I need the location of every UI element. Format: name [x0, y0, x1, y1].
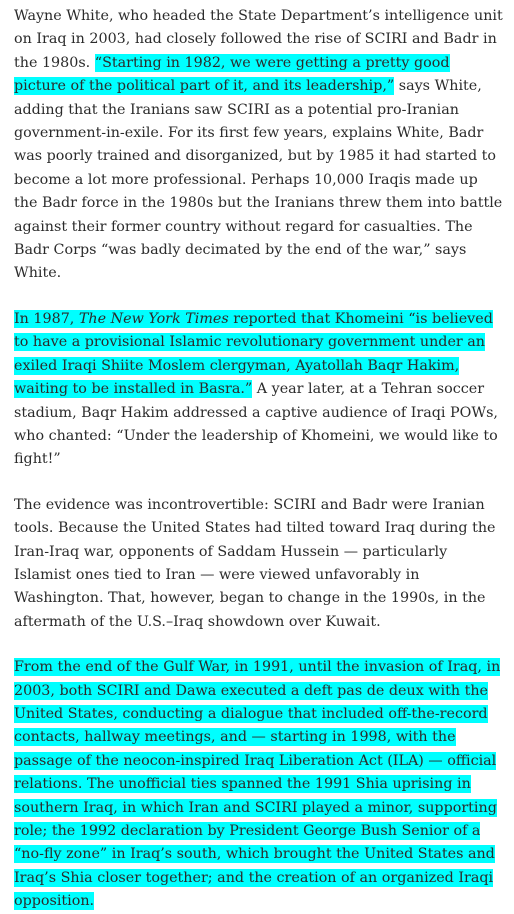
- paragraph-2: [14, 308, 504, 472]
- paragraph-2-text-continued: A year later, at a Tehran soccer stadium, Baqr Hakim addressed a captive audience of Iraqi POWs, who chanted: “Under the leadership of Khomeini, we would like to fight!”: [14, 381, 498, 468]
- publication-title: The New York Times: [78, 310, 229, 327]
- highlighted-intro-1987: In 1987,: [14, 310, 79, 327]
- document-page: [14, 5, 504, 914]
- highlighted-quote-khomeini: reported that Khomeini “is believed to have a provisional Islamic revolutionary government under an exiled Iraqi Shiite Moslem clergyman, Ayatollah Baqr Hakim, waiting to be installed in Basra.”: [14, 310, 493, 398]
- highlighted-paragraph-gulf-war: From the end of the Gulf War, in 1991, until the invasion of Iraq, in 2003, both SCIRI and Dawa executed a deft pas de deux with the United States, conducting a dialogue that included off-the-record contacts, hallway meetings, and — starting in 1998, with the passage of the neocon-inspired Iraq Liberation Act (ILA) — official relations. The unofficial ties spanned the 1991 Shia uprising in southern Iraq, in which Iran and SCIRI played a minor, supporting role; the 1992 declaration by President George Bush Senior of a “no-fly zone” in Iraq’s south, which brought the United States and Iraq’s Shia closer together; and the creation of an organized Iraqi opposition.: [14, 659, 501, 910]
- paragraph-4: [14, 656, 504, 913]
- paragraph-1-text: Wayne White, who headed the State Department’s intelligence unit on Iraq in 2003, had closely followed the rise of SCIRI and Badr in the 1980s.: [14, 8, 503, 71]
- paragraph-3: [14, 494, 504, 634]
- paragraph-spacer: [14, 286, 504, 308]
- paragraph-spacer: [14, 634, 504, 656]
- paragraph-spacer: [14, 472, 504, 494]
- paragraph-1: [14, 5, 504, 286]
- highlighted-quote-white: “Starting in 1982, we were getting a pretty good picture of the political part of it, and its leadership,”: [14, 54, 450, 95]
- paragraph-3-text: The evidence was incontrovertible: SCIRI and Badr were Iranian tools. Because the United States had tilted toward Iraq during the Iran-Iraq war, opponents of Saddam Hussein — particularly Islamist ones tied to Iran — were viewed unfavorably in Washington. That, however, began to change in the 1990s, in the aftermath of the U.S.–Iraq showdown over Kuwait.: [14, 496, 496, 630]
- paragraph-1-text-continued: says White, adding that the Iranians saw SCIRI as a potential pro-Iranian government-in-exile. For its first few years, explains White, Badr was poorly trained and disorganized, but by 1985 it had started to become a lot more professional. Perhaps 10,000 Iraqis made up the Badr force in the 1980s but the Iranians threw them into battle against their former country without regard for casualties. The Badr Corps “was badly decimated by the end of the war,” says White.: [14, 78, 503, 282]
